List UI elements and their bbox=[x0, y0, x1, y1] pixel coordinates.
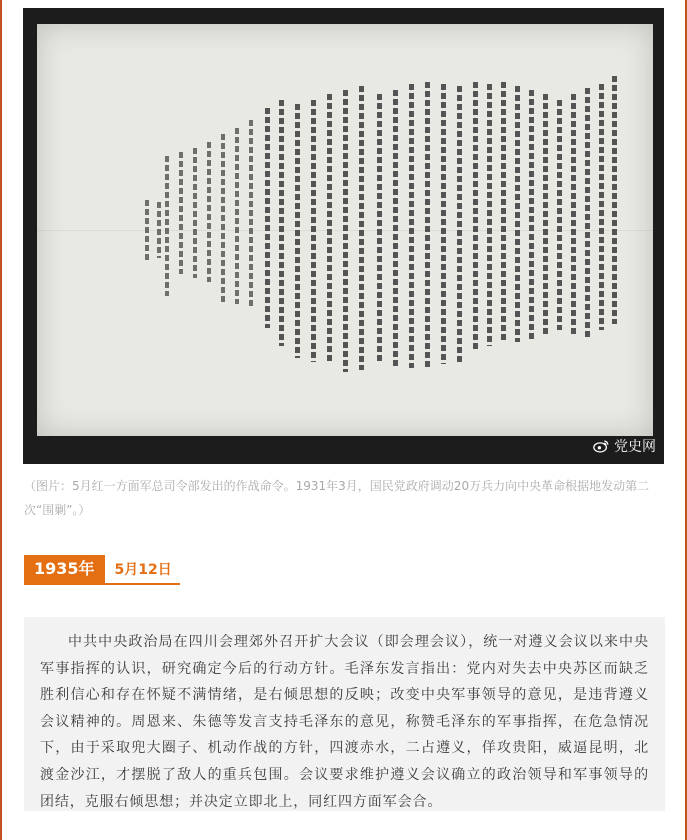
handwriting-column bbox=[311, 100, 316, 362]
handwriting-column bbox=[501, 82, 506, 342]
date-header bbox=[24, 554, 172, 584]
handwriting-column bbox=[327, 94, 332, 364]
signature-column bbox=[157, 202, 161, 258]
handwriting-column bbox=[557, 100, 562, 330]
weibo-icon bbox=[593, 439, 610, 453]
handwriting-column bbox=[343, 90, 348, 372]
handwriting-column bbox=[235, 128, 239, 304]
article-text-box bbox=[24, 617, 665, 811]
handwriting-column bbox=[515, 86, 520, 342]
month-day-label: 5月12日 bbox=[114, 562, 172, 578]
watermark-text: 党史网 bbox=[614, 439, 656, 455]
handwriting-column bbox=[441, 84, 446, 364]
article-paragraph: 中共中央政治局在四川会理郊外召开扩大会议（即会理会议），统一对遵义会议以来中央军事指挥的认识，研究确定今后的行动方针。毛泽东发言指出：党内对失去中央苏区而缺乏胜利信心和存在怀疑不满情绪，是右倾思想的反映；改变中央军事领导的意见，是违背遵义会议精神的。周恩来、朱德等发言支持毛泽东的意见，称赞毛泽东的军事指挥，在危急情况下，由于采取兜大圈子、机动作战的方针，四渡赤水，二占遵义，佯攻贵阳，威逼昆明，北渡金沙江，才摆脱了敌人的重兵包围。会议要求维护遵义会议确立的政治领导和军事领导的团结，克服右倾思想；并决定立即北上，同红四方面军会合。 bbox=[40, 634, 649, 810]
handwriting-column bbox=[221, 134, 225, 302]
handwriting-column bbox=[393, 90, 398, 366]
handwriting-column bbox=[207, 142, 211, 282]
handwriting-column bbox=[359, 86, 364, 370]
handwriting-column bbox=[165, 156, 169, 296]
handwriting-column bbox=[529, 90, 534, 340]
handwriting-column bbox=[585, 88, 590, 338]
handwriting-column bbox=[571, 94, 576, 334]
photo-caption: （图片：5月红一方面军总司令部发出的作战命令。1931年3月，国民党政府调动20万兵力向中央革命根据地发动第二次“围剿”。） bbox=[24, 479, 650, 517]
handwriting-column bbox=[612, 76, 617, 324]
handwriting-column bbox=[473, 82, 478, 352]
handwriting-column bbox=[543, 94, 548, 334]
handwriting-column bbox=[265, 108, 270, 328]
watermark bbox=[593, 436, 656, 456]
document-paper bbox=[37, 24, 653, 436]
handwriting-column bbox=[279, 100, 284, 346]
historical-document-photo bbox=[23, 8, 664, 464]
signature-column bbox=[145, 200, 149, 262]
year-badge: 1935年 bbox=[24, 555, 105, 583]
handwriting-column bbox=[599, 84, 604, 330]
handwriting-column bbox=[249, 120, 253, 306]
handwriting-column bbox=[295, 104, 300, 358]
handwriting-column bbox=[457, 86, 462, 362]
handwriting-column bbox=[409, 84, 414, 368]
handwriting-column bbox=[179, 152, 183, 274]
handwriting-column bbox=[425, 82, 430, 368]
left-border bbox=[0, 0, 2, 840]
date-underline bbox=[24, 583, 180, 585]
handwriting-column bbox=[193, 148, 197, 278]
handwriting-column bbox=[487, 84, 492, 346]
handwriting-column bbox=[377, 94, 382, 364]
